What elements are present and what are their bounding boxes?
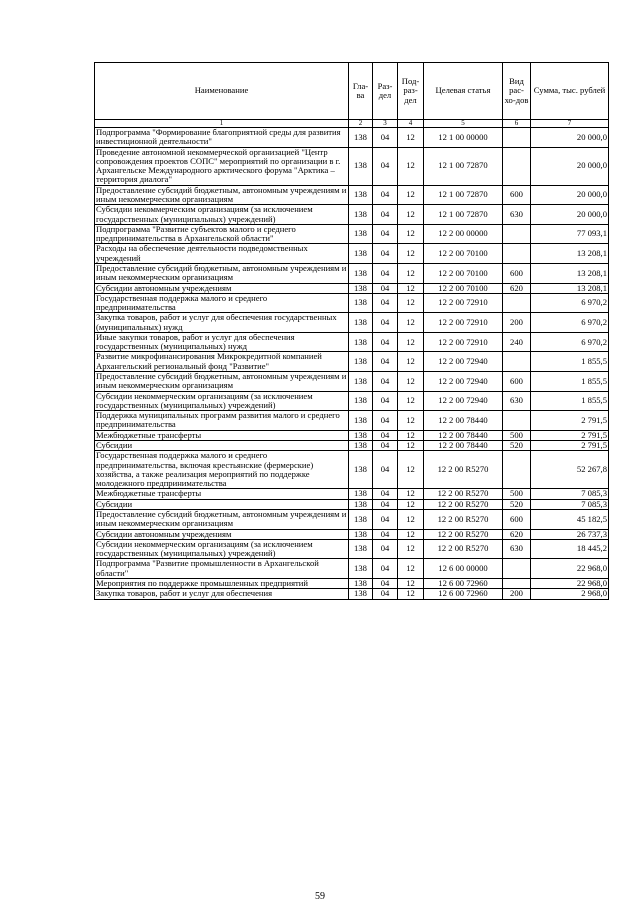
header-target: Целевая статья [424,63,503,120]
table-row [95,128,609,148]
row-chapter-cell: 138 [349,352,373,372]
row-sum-cell: 20 000,0 [531,185,609,205]
row-exp-type-cell: 520 [503,441,531,451]
table-row [95,430,609,440]
row-chapter-cell: 138 [349,205,373,225]
row-section-cell: 04 [373,147,398,185]
row-sum-cell: 22 968,0 [531,578,609,588]
row-sum-cell: 18 445,2 [531,539,609,559]
row-chapter-cell: 138 [349,559,373,579]
row-target-cell: 12 2 00 72910 [424,313,503,333]
row-section-cell: 04 [373,372,398,392]
row-sum-cell: 20 000,0 [531,128,609,148]
row-chapter-cell: 138 [349,509,373,529]
row-chapter-cell: 138 [349,244,373,264]
row-name-cell: Поддержка муниципальных программ развития малого и среднего предпринимательства [95,411,349,431]
row-sum-cell: 6 970,2 [531,332,609,352]
row-chapter-cell: 138 [349,224,373,244]
row-name-cell: Предоставление субсидий бюджетным, автономным учреждениям и иным некоммерческим организациям [95,263,349,283]
row-name-cell: Проведение автономной некоммерческой организацией "Центр сопровождения проектов СОПС" мероприятий по организации в г. Архангельске Международного арктического форума "Арктика – территория диалога" [95,147,349,185]
row-exp-type-cell: 500 [503,489,531,499]
row-target-cell: 12 2 00 78440 [424,411,503,431]
row-chapter-cell: 138 [349,391,373,411]
row-exp-type-cell: 600 [503,185,531,205]
row-section-cell: 04 [373,509,398,529]
row-target-cell: 12 6 00 72960 [424,578,503,588]
row-target-cell: 12 2 00 R5270 [424,509,503,529]
row-sum-cell: 6 970,2 [531,313,609,333]
row-sum-cell: 13 208,1 [531,244,609,264]
row-subsection-cell: 12 [398,451,424,489]
row-sum-cell: 1 855,5 [531,391,609,411]
table-row [95,147,609,185]
table-row [95,352,609,372]
row-chapter-cell: 138 [349,529,373,539]
row-target-cell: 12 6 00 00000 [424,559,503,579]
row-target-cell: 12 2 00 72940 [424,372,503,392]
row-subsection-cell: 12 [398,185,424,205]
row-section-cell: 04 [373,332,398,352]
row-sum-cell: 13 208,1 [531,263,609,283]
column-number: 6 [503,120,531,128]
header-chapter: Гла-ва [349,63,373,120]
row-subsection-cell: 12 [398,539,424,559]
row-target-cell: 12 1 00 72870 [424,147,503,185]
row-exp-type-cell: 630 [503,391,531,411]
row-section-cell: 04 [373,391,398,411]
row-exp-type-cell [503,352,531,372]
row-subsection-cell: 12 [398,559,424,579]
table-row [95,224,609,244]
row-sum-cell: 1 855,5 [531,372,609,392]
column-number: 1 [95,120,349,128]
row-chapter-cell: 138 [349,441,373,451]
row-exp-type-cell: 600 [503,509,531,529]
row-target-cell: 12 1 00 72870 [424,205,503,225]
row-name-cell: Подпрограмма "Формирование благоприятной среды для развития инвестиционной деятельности" [95,128,349,148]
row-section-cell: 04 [373,293,398,313]
row-name-cell: Субсидии некоммерческим организациям (за исключением государственных (муниципальных) учреждений) [95,205,349,225]
row-section-cell: 04 [373,430,398,440]
header-name: Наименование [95,63,349,120]
row-subsection-cell: 12 [398,224,424,244]
table-row [95,509,609,529]
row-chapter-cell: 138 [349,578,373,588]
row-name-cell: Межбюджетные трансферты [95,430,349,440]
row-sum-cell: 52 267,8 [531,451,609,489]
row-section-cell: 04 [373,559,398,579]
table-row [95,391,609,411]
row-name-cell: Межбюджетные трансферты [95,489,349,499]
row-section-cell: 04 [373,205,398,225]
row-chapter-cell: 138 [349,293,373,313]
row-sum-cell: 22 968,0 [531,559,609,579]
row-chapter-cell: 138 [349,499,373,509]
row-section-cell: 04 [373,411,398,431]
row-name-cell: Государственная поддержка малого и среднего предпринимательства, включая крестьянские (фермерские) хозяйства, а также реализация мероприятий по поддержке молодежного предпринимательства [95,451,349,489]
row-sum-cell: 7 085,3 [531,499,609,509]
row-target-cell: 12 2 00 72910 [424,293,503,313]
row-subsection-cell: 12 [398,313,424,333]
row-exp-type-cell: 240 [503,332,531,352]
row-subsection-cell: 12 [398,128,424,148]
page-number: 59 [315,891,325,902]
row-target-cell: 12 1 00 72870 [424,185,503,205]
table-row [95,499,609,509]
row-target-cell: 12 2 00 72910 [424,332,503,352]
row-chapter-cell: 138 [349,451,373,489]
row-target-cell: 12 2 00 72940 [424,391,503,411]
row-name-cell: Подпрограмма "Развитие субъектов малого и среднего предпринимательства в Архангельской области" [95,224,349,244]
row-exp-type-cell [503,147,531,185]
row-exp-type-cell [503,128,531,148]
row-target-cell: 12 2 00 R5270 [424,499,503,509]
row-chapter-cell: 138 [349,589,373,599]
row-target-cell: 12 2 00 R5270 [424,489,503,499]
row-target-cell: 12 2 00 70100 [424,244,503,264]
row-chapter-cell: 138 [349,411,373,431]
header-exp-type: Вид рас-хо-дов [503,63,531,120]
row-chapter-cell: 138 [349,489,373,499]
row-section-cell: 04 [373,224,398,244]
row-exp-type-cell [503,411,531,431]
row-target-cell: 12 2 00 70100 [424,263,503,283]
table-row [95,293,609,313]
table-row [95,372,609,392]
table-row [95,578,609,588]
row-name-cell: Субсидии [95,441,349,451]
row-target-cell: 12 2 00 00000 [424,224,503,244]
header-section: Раз-дел [373,63,398,120]
row-subsection-cell: 12 [398,205,424,225]
row-exp-type-cell: 630 [503,539,531,559]
row-exp-type-cell [503,451,531,489]
row-subsection-cell: 12 [398,589,424,599]
table-row [95,313,609,333]
table-row [95,411,609,431]
row-subsection-cell: 12 [398,263,424,283]
row-section-cell: 04 [373,451,398,489]
row-sum-cell: 2 968,0 [531,589,609,599]
row-exp-type-cell: 500 [503,430,531,440]
row-exp-type-cell [503,244,531,264]
row-section-cell: 04 [373,441,398,451]
row-exp-type-cell [503,578,531,588]
row-name-cell: Субсидии некоммерческим организациям (за исключением государственных (муниципальных) учреждений) [95,539,349,559]
row-subsection-cell: 12 [398,147,424,185]
row-subsection-cell: 12 [398,509,424,529]
row-subsection-cell: 12 [398,430,424,440]
row-name-cell: Подпрограмма "Развитие промышленности в Архангельской области" [95,559,349,579]
row-exp-type-cell: 600 [503,263,531,283]
column-number: 2 [349,120,373,128]
table-row [95,489,609,499]
table-body [95,128,609,600]
row-chapter-cell: 138 [349,430,373,440]
row-name-cell: Государственная поддержка малого и среднего предпринимательства [95,293,349,313]
row-subsection-cell: 12 [398,441,424,451]
row-exp-type-cell: 520 [503,499,531,509]
row-name-cell: Субсидии автономным учреждениям [95,283,349,293]
table-row [95,451,609,489]
row-section-cell: 04 [373,352,398,372]
row-sum-cell: 2 791,5 [531,411,609,431]
row-target-cell: 12 2 00 R5270 [424,451,503,489]
row-sum-cell: 2 791,5 [531,441,609,451]
row-subsection-cell: 12 [398,283,424,293]
row-subsection-cell: 12 [398,352,424,372]
table-row [95,589,609,599]
row-name-cell: Субсидии [95,499,349,509]
row-sum-cell: 26 737,3 [531,529,609,539]
table-row [95,529,609,539]
column-number: 3 [373,120,398,128]
row-exp-type-cell [503,224,531,244]
row-name-cell: Иные закупки товаров, работ и услуг для обеспечения государственных (муниципальных) нужд [95,332,349,352]
row-name-cell: Закупка товаров, работ и услуг для обеспечения [95,589,349,599]
table-row [95,205,609,225]
header-sum: Сумма, тыс. рублей [531,63,609,120]
row-chapter-cell: 138 [349,332,373,352]
row-subsection-cell: 12 [398,332,424,352]
row-sum-cell: 20 000,0 [531,205,609,225]
row-subsection-cell: 12 [398,391,424,411]
row-name-cell: Предоставление субсидий бюджетным, автономным учреждениям и иным некоммерческим организациям [95,509,349,529]
table-row [95,283,609,293]
row-chapter-cell: 138 [349,539,373,559]
row-sum-cell: 13 208,1 [531,283,609,293]
column-number: 5 [424,120,503,128]
row-name-cell: Закупка товаров, работ и услуг для обеспечения государственных (муниципальных) нужд [95,313,349,333]
row-chapter-cell: 138 [349,147,373,185]
row-exp-type-cell: 200 [503,313,531,333]
row-exp-type-cell: 630 [503,205,531,225]
table-row [95,539,609,559]
row-name-cell: Предоставление субсидий бюджетным, автономным учреждениям и иным некоммерческим организациям [95,372,349,392]
row-chapter-cell: 138 [349,263,373,283]
row-sum-cell: 20 000,0 [531,147,609,185]
row-section-cell: 04 [373,529,398,539]
budget-table [94,62,609,600]
table-row [95,263,609,283]
row-subsection-cell: 12 [398,293,424,313]
row-exp-type-cell: 620 [503,529,531,539]
row-name-cell: Развитие микрофинансирования Микрокредитной компанией Архангельский региональный фонд "Развитие" [95,352,349,372]
row-target-cell: 12 6 00 72960 [424,589,503,599]
row-chapter-cell: 138 [349,372,373,392]
table-row [95,185,609,205]
row-sum-cell: 1 855,5 [531,352,609,372]
row-section-cell: 04 [373,589,398,599]
row-sum-cell: 77 093,1 [531,224,609,244]
row-section-cell: 04 [373,244,398,264]
row-target-cell: 12 2 00 72940 [424,352,503,372]
header-row [95,63,609,120]
row-target-cell: 12 1 00 00000 [424,128,503,148]
row-name-cell: Расходы на обеспечение деятельности подведомственных учреждений [95,244,349,264]
table-row [95,559,609,579]
row-target-cell: 12 2 00 R5270 [424,529,503,539]
row-section-cell: 04 [373,499,398,509]
row-section-cell: 04 [373,578,398,588]
row-sum-cell: 45 182,5 [531,509,609,529]
row-target-cell: 12 2 00 78440 [424,430,503,440]
row-section-cell: 04 [373,489,398,499]
row-exp-type-cell: 200 [503,589,531,599]
row-exp-type-cell: 600 [503,372,531,392]
row-section-cell: 04 [373,185,398,205]
row-section-cell: 04 [373,283,398,293]
row-section-cell: 04 [373,263,398,283]
row-subsection-cell: 12 [398,529,424,539]
row-exp-type-cell: 620 [503,283,531,293]
row-chapter-cell: 138 [349,128,373,148]
row-chapter-cell: 138 [349,313,373,333]
row-name-cell: Субсидии некоммерческим организациям (за исключением государственных (муниципальных) учреждений) [95,391,349,411]
column-number: 4 [398,120,424,128]
row-sum-cell: 6 970,2 [531,293,609,313]
row-sum-cell: 7 085,3 [531,489,609,499]
row-subsection-cell: 12 [398,489,424,499]
row-name-cell: Субсидии автономным учреждениям [95,529,349,539]
row-section-cell: 04 [373,128,398,148]
row-target-cell: 12 2 00 70100 [424,283,503,293]
table-row [95,244,609,264]
row-section-cell: 04 [373,313,398,333]
table-row [95,332,609,352]
column-number: 7 [531,120,609,128]
row-chapter-cell: 138 [349,185,373,205]
row-target-cell: 12 2 00 R5270 [424,539,503,559]
row-name-cell: Предоставление субсидий бюджетным, автономным учреждениям и иным некоммерческим организациям [95,185,349,205]
row-subsection-cell: 12 [398,578,424,588]
row-name-cell: Мероприятия по поддержке промышленных предприятий [95,578,349,588]
row-chapter-cell: 138 [349,283,373,293]
row-exp-type-cell [503,293,531,313]
row-exp-type-cell [503,559,531,579]
row-sum-cell: 2 791,5 [531,430,609,440]
row-subsection-cell: 12 [398,244,424,264]
row-subsection-cell: 12 [398,499,424,509]
header-subsection: Под-раз-дел [398,63,424,120]
row-section-cell: 04 [373,539,398,559]
row-subsection-cell: 12 [398,372,424,392]
row-subsection-cell: 12 [398,411,424,431]
table-row [95,441,609,451]
row-target-cell: 12 2 00 78440 [424,441,503,451]
